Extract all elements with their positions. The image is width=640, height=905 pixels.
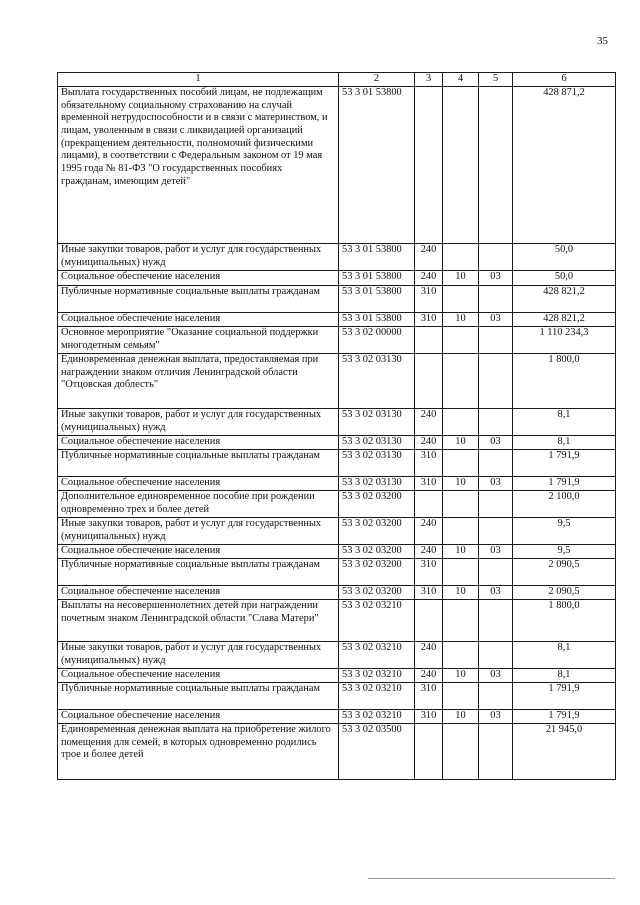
- amount-cell: 1 791,9: [513, 710, 616, 724]
- target-code-cell: 53 3 02 03200: [339, 559, 415, 586]
- row-name-cell: Социальное обеспечение населения: [58, 477, 339, 491]
- amount-cell: 1 791,9: [513, 450, 616, 477]
- subsection-cell: 03: [479, 436, 513, 450]
- row-name-cell: Публичные нормативные социальные выплаты гражданам: [58, 559, 339, 586]
- table-row: [58, 669, 616, 683]
- expense-type-cell: 310: [415, 710, 443, 724]
- target-code-cell: 53 3 01 53800: [339, 244, 415, 271]
- target-code-cell: 53 3 02 03210: [339, 669, 415, 683]
- target-code-cell: 53 3 02 03130: [339, 409, 415, 436]
- amount-cell: 50,0: [513, 271, 616, 286]
- section-cell: 10: [443, 669, 479, 683]
- expense-type-cell: [415, 600, 443, 642]
- table-row: [58, 286, 616, 313]
- header-row: [58, 73, 616, 87]
- column-header: 6: [513, 73, 616, 87]
- row-name-cell: Социальное обеспечение населения: [58, 313, 339, 327]
- amount-cell: 8,1: [513, 642, 616, 669]
- subsection-cell: 03: [479, 271, 513, 286]
- section-cell: 10: [443, 586, 479, 600]
- column-header: 1: [58, 73, 339, 87]
- target-code-cell: 53 3 02 03210: [339, 642, 415, 669]
- expense-type-cell: 240: [415, 642, 443, 669]
- section-cell: 10: [443, 271, 479, 286]
- section-cell: [443, 518, 479, 545]
- row-name-cell: Социальное обеспечение населения: [58, 710, 339, 724]
- amount-cell: 21 945,0: [513, 724, 616, 780]
- expense-type-cell: [415, 87, 443, 244]
- target-code-cell: 53 3 02 03500: [339, 724, 415, 780]
- budget-table: [57, 72, 616, 780]
- amount-cell: 1 791,9: [513, 683, 616, 710]
- expense-type-cell: 310: [415, 286, 443, 313]
- section-cell: [443, 327, 479, 354]
- subsection-cell: 03: [479, 313, 513, 327]
- subsection-cell: [479, 559, 513, 586]
- target-code-cell: 53 3 02 03200: [339, 491, 415, 518]
- amount-cell: 2 100,0: [513, 491, 616, 518]
- section-cell: [443, 642, 479, 669]
- subsection-cell: [479, 491, 513, 518]
- row-name-cell: Дополнительное единовременное пособие при рождении одновременно трех и более детей: [58, 491, 339, 518]
- amount-cell: 1 110 234,3: [513, 327, 616, 354]
- subsection-cell: 03: [479, 710, 513, 724]
- expense-type-cell: 240: [415, 244, 443, 271]
- page-number: 35: [597, 35, 608, 47]
- column-header: 2: [339, 73, 415, 87]
- table-row: [58, 559, 616, 586]
- subsection-cell: [479, 286, 513, 313]
- section-cell: 10: [443, 436, 479, 450]
- section-cell: [443, 683, 479, 710]
- section-cell: 10: [443, 710, 479, 724]
- amount-cell: 8,1: [513, 669, 616, 683]
- subsection-cell: [479, 409, 513, 436]
- section-cell: 10: [443, 545, 479, 559]
- row-name-cell: Социальное обеспечение населения: [58, 586, 339, 600]
- target-code-cell: 53 3 02 03210: [339, 600, 415, 642]
- section-cell: [443, 600, 479, 642]
- subsection-cell: [479, 642, 513, 669]
- expense-type-cell: [415, 491, 443, 518]
- expense-type-cell: 310: [415, 450, 443, 477]
- target-code-cell: 53 3 02 03200: [339, 518, 415, 545]
- expense-type-cell: 240: [415, 436, 443, 450]
- amount-cell: 2 090,5: [513, 559, 616, 586]
- table-row: [58, 545, 616, 559]
- table-row: [58, 354, 616, 409]
- table-row: [58, 313, 616, 327]
- expense-type-cell: 310: [415, 477, 443, 491]
- expense-type-cell: 310: [415, 559, 443, 586]
- subsection-cell: 03: [479, 545, 513, 559]
- section-cell: [443, 286, 479, 313]
- amount-cell: 8,1: [513, 409, 616, 436]
- row-name-cell: Социальное обеспечение населения: [58, 545, 339, 559]
- expense-type-cell: 310: [415, 683, 443, 710]
- expense-type-cell: 240: [415, 271, 443, 286]
- section-cell: 10: [443, 313, 479, 327]
- expense-type-cell: 240: [415, 409, 443, 436]
- section-cell: [443, 409, 479, 436]
- row-name-cell: Публичные нормативные социальные выплаты гражданам: [58, 683, 339, 710]
- target-code-cell: 53 3 01 53800: [339, 87, 415, 244]
- section-cell: [443, 491, 479, 518]
- amount-cell: 2 090,5: [513, 586, 616, 600]
- target-code-cell: 53 3 01 53800: [339, 271, 415, 286]
- section-cell: [443, 559, 479, 586]
- table-row: [58, 600, 616, 642]
- row-name-cell: Выплаты на несовершеннолетних детей при награждении почетным знаком Ленинградской области "Слава Матери": [58, 600, 339, 642]
- section-cell: [443, 87, 479, 244]
- amount-cell: 1 800,0: [513, 354, 616, 409]
- row-name-cell: Публичные нормативные социальные выплаты гражданам: [58, 450, 339, 477]
- table-row: [58, 491, 616, 518]
- table-row: [58, 87, 616, 244]
- section-cell: [443, 244, 479, 271]
- table-row: [58, 710, 616, 724]
- expense-type-cell: 240: [415, 545, 443, 559]
- target-code-cell: 53 3 02 00000: [339, 327, 415, 354]
- expense-type-cell: [415, 327, 443, 354]
- table-row: [58, 683, 616, 710]
- table-row: [58, 271, 616, 286]
- table-row: [58, 477, 616, 491]
- expense-type-cell: 240: [415, 669, 443, 683]
- table-row: [58, 724, 616, 780]
- row-name-cell: Выплата государственных пособий лицам, не подлежащим обязательному социальному страхованию на случай временной нетрудоспособности и в связи с материнством, и лицам, уволенным в связи с ликвидацией организаций (прекращением деятельности, полномочий физическими лицами), в соответствии с Федеральным законом от 19 мая 1995 года № 81-ФЗ "О государственных пособиях гражданам, имеющим детей": [58, 87, 339, 244]
- section-cell: [443, 354, 479, 409]
- amount-cell: 9,5: [513, 518, 616, 545]
- amount-cell: 428 821,2: [513, 313, 616, 327]
- amount-cell: 8,1: [513, 436, 616, 450]
- expense-type-cell: 310: [415, 586, 443, 600]
- amount-cell: 428 821,2: [513, 286, 616, 313]
- table-row: [58, 244, 616, 271]
- target-code-cell: 53 3 02 03130: [339, 354, 415, 409]
- row-name-cell: Основное мероприятие "Оказание социальной поддержки многодетным семьям": [58, 327, 339, 354]
- row-name-cell: Иные закупки товаров, работ и услуг для государственных (муниципальных) нужд: [58, 518, 339, 545]
- subsection-cell: [479, 327, 513, 354]
- table-row: [58, 518, 616, 545]
- row-name-cell: Иные закупки товаров, работ и услуг для государственных (муниципальных) нужд: [58, 244, 339, 271]
- subsection-cell: [479, 87, 513, 244]
- subsection-cell: 03: [479, 586, 513, 600]
- row-name-cell: Единовременная денежная выплата, предоставляемая при награждении знаком отличия Ленинградской области "Отцовская доблесть": [58, 354, 339, 409]
- expense-type-cell: 240: [415, 518, 443, 545]
- subsection-cell: [479, 600, 513, 642]
- target-code-cell: 53 3 02 03200: [339, 586, 415, 600]
- column-header: 3: [415, 73, 443, 87]
- row-name-cell: Единовременная денежная выплата на приобретение жилого помещения для семей, в которых одновременно родились трое и более детей: [58, 724, 339, 780]
- section-cell: 10: [443, 477, 479, 491]
- table-row: [58, 436, 616, 450]
- table-row: [58, 327, 616, 354]
- row-name-cell: Публичные нормативные социальные выплаты гражданам: [58, 286, 339, 313]
- subsection-cell: [479, 244, 513, 271]
- row-name-cell: Иные закупки товаров, работ и услуг для государственных (муниципальных) нужд: [58, 409, 339, 436]
- section-cell: [443, 724, 479, 780]
- amount-cell: 1 791,9: [513, 477, 616, 491]
- column-header: 5: [479, 73, 513, 87]
- expense-type-cell: [415, 724, 443, 780]
- table-row: [58, 409, 616, 436]
- subsection-cell: 03: [479, 669, 513, 683]
- target-code-cell: 53 3 02 03200: [339, 545, 415, 559]
- table-row: [58, 586, 616, 600]
- target-code-cell: 53 3 02 03210: [339, 683, 415, 710]
- subsection-cell: [479, 450, 513, 477]
- row-name-cell: Иные закупки товаров, работ и услуг для государственных (муниципальных) нужд: [58, 642, 339, 669]
- column-header: 4: [443, 73, 479, 87]
- subsection-cell: [479, 518, 513, 545]
- target-code-cell: 53 3 02 03130: [339, 450, 415, 477]
- subsection-cell: [479, 354, 513, 409]
- target-code-cell: 53 3 02 03130: [339, 477, 415, 491]
- expense-type-cell: 310: [415, 313, 443, 327]
- subsection-cell: 03: [479, 477, 513, 491]
- target-code-cell: 53 3 02 03210: [339, 710, 415, 724]
- subsection-cell: [479, 683, 513, 710]
- amount-cell: 428 871,2: [513, 87, 616, 244]
- row-name-cell: Социальное обеспечение населения: [58, 436, 339, 450]
- target-code-cell: 53 3 02 03130: [339, 436, 415, 450]
- subsection-cell: [479, 724, 513, 780]
- page-bottom-rule: [368, 878, 615, 879]
- amount-cell: 50,0: [513, 244, 616, 271]
- row-name-cell: Социальное обеспечение населения: [58, 271, 339, 286]
- amount-cell: 9,5: [513, 545, 616, 559]
- table-row: [58, 450, 616, 477]
- target-code-cell: 53 3 01 53800: [339, 286, 415, 313]
- row-name-cell: Социальное обеспечение населения: [58, 669, 339, 683]
- table-row: [58, 642, 616, 669]
- amount-cell: 1 800,0: [513, 600, 616, 642]
- section-cell: [443, 450, 479, 477]
- expense-type-cell: [415, 354, 443, 409]
- target-code-cell: 53 3 01 53800: [339, 313, 415, 327]
